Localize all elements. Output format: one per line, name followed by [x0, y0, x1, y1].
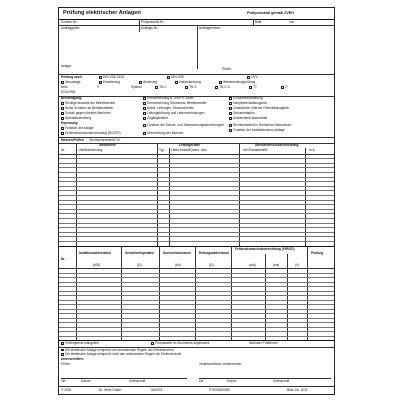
table-row[interactable] [59, 286, 334, 287]
trial-label: Erprobung: [61, 121, 79, 125]
t2-unit: (V) [295, 263, 300, 267]
inspector-label: Prüfer: [222, 67, 232, 71]
table-row[interactable] [59, 232, 334, 233]
form-number: PTS03000069 [209, 388, 230, 392]
checkbox[interactable] [215, 86, 218, 89]
t2-col-rcd: Fehlerstromschutzeinrichtung (FI/RCD) [235, 247, 295, 251]
table-row[interactable] [59, 167, 334, 168]
trial-item[interactable]: Funktion der Installationsbus-Anlage [229, 129, 285, 132]
table-row[interactable] [59, 200, 334, 201]
network-option[interactable]: TN-S [185, 86, 197, 89]
trial-item[interactable]: Funktion der Schutz- und Überwachungseinrichtungen [143, 124, 224, 127]
t2-col-loop: Schleifenimpedanz [125, 251, 154, 255]
place-label: Ort [61, 379, 66, 383]
client-label: Auftraggeber: [61, 25, 81, 30]
t2-col-earthing: Erdungswiderstand [199, 251, 229, 255]
voltage-unit: V [97, 85, 100, 89]
table-row[interactable] [59, 336, 334, 337]
responsible-sign-label: Verantwortlicher Unternehmer [199, 362, 242, 366]
network-label: Netz: [61, 85, 69, 89]
inspection-form [58, 7, 335, 395]
checkbox[interactable] [99, 76, 102, 79]
date-label: Datum [227, 379, 237, 383]
checkbox[interactable] [167, 76, 170, 79]
table-row[interactable] [59, 158, 334, 159]
table-row[interactable] [59, 163, 334, 164]
checkbox[interactable] [175, 81, 178, 84]
network-option[interactable]: TN-C-S [215, 86, 230, 89]
checkbox[interactable] [185, 86, 188, 89]
checkbox[interactable] [139, 81, 142, 84]
col-current: In A [309, 148, 315, 152]
form-title: Prüfung elektrischer Anlagen [63, 10, 141, 16]
table-row[interactable] [59, 291, 334, 292]
system-label-2: System [131, 85, 142, 89]
table-row[interactable] [59, 186, 334, 187]
t2-col-insulation: Isolationswiderstand [79, 251, 111, 255]
trial-item[interactable]: Rechtsdrehfeld in Drehstrom-Steckdosen [229, 124, 291, 127]
sheet-label: Blatt [255, 19, 262, 24]
t2-unit: (MΩ) [93, 263, 101, 267]
t2-unit: (Ω) [137, 263, 142, 267]
customer-no-label: Kunden-Nr.: [61, 19, 79, 24]
inspection-item[interactable]: Brandabschottung [61, 117, 91, 120]
measure-sublabel: Stromkreisverteiler Nr. [89, 137, 121, 142]
kind-option[interactable]: Neuanlage [61, 81, 81, 84]
inspection-item[interactable]: Kabel, Leitungen, Stromschienen [143, 107, 194, 110]
col-header-circuit: Stromkreis [99, 143, 116, 147]
table-row[interactable] [59, 273, 334, 274]
result-ok-option[interactable]: Prüfergebnis mängelfrei [61, 342, 99, 345]
col-type: Typ [159, 148, 165, 152]
col-target: Zielbezeichnung [79, 148, 103, 152]
table-row[interactable] [59, 204, 334, 205]
inspection-item[interactable]: Zugänglichkeit [143, 117, 168, 120]
standard-option[interactable]: DIN VDE 0105 [99, 76, 124, 79]
statement-ok[interactable]: Die elektrische Anlage entspricht den anerkannten Regeln der Elektrotechnik. [61, 349, 174, 352]
kind-option[interactable]: Erweiterung [99, 81, 120, 84]
inspection-item[interactable]: Kennzeichnung Stromkreis, Betriebsmittel [143, 102, 206, 105]
t2-unit: (Ω) [209, 263, 214, 267]
t2-col-nr: Nr. [61, 257, 66, 261]
table-row[interactable] [59, 213, 334, 214]
place-label: Ort [199, 379, 204, 383]
network-option[interactable]: TT [249, 86, 257, 89]
checkbox[interactable] [219, 81, 222, 84]
system-label: Anlage: [61, 64, 72, 68]
table-row[interactable] [59, 318, 334, 319]
table-row[interactable] [59, 313, 334, 314]
t2-unit: (mA) [249, 263, 256, 267]
t2-col-test: Prüfung [311, 251, 324, 255]
contractor-label: Auftragnehmer: [199, 25, 221, 30]
table-row[interactable] [59, 304, 334, 305]
copyright: © 2002 [61, 388, 72, 392]
table1-rows [59, 154, 334, 246]
order-no-label: Auftrags-Nr.: [141, 25, 159, 30]
col-header-cable: Leitung/Kabel [179, 143, 201, 147]
signatures-label: Unterschriften: [61, 357, 84, 361]
col-conductors: Leiter Anzahl/Quers. mm² [171, 148, 208, 152]
table-row[interactable] [59, 309, 334, 310]
t2-col-shortcircuit: Kurzschlussstrom [163, 251, 191, 255]
publisher: Dr. Wirth GmbH [99, 388, 122, 392]
kind-option[interactable]: Instandsetzung [175, 81, 201, 84]
inspection-item[interactable]: Kennzeichnung N- und PE-Leiter [143, 97, 194, 100]
col-header-overcurrent: Überstromschutzeinrichtung [255, 143, 299, 147]
date-label: Datum [81, 379, 91, 383]
table-row[interactable] [59, 177, 334, 178]
t2-unit: (kA) [175, 263, 181, 267]
network-option[interactable]: IT [281, 86, 288, 89]
table-row[interactable] [59, 195, 334, 196]
inspection-label: Besichtigung: [61, 96, 83, 100]
inspection-item[interactable]: Richtige Auswahl der Betriebsmittel [61, 102, 115, 105]
t2-unit: (ms) [273, 263, 280, 267]
checkbox[interactable] [249, 86, 252, 89]
next-check-label: Nächster Prüftermin: [249, 341, 279, 345]
trial-item[interactable]: Drehrichtung der Motoren [143, 132, 183, 135]
kind-option[interactable]: Wiederholungsprüfung [219, 81, 255, 84]
col-characteristic: Art/Charakteristik [243, 148, 268, 152]
network-option[interactable]: TN-C [155, 86, 167, 89]
table-row[interactable] [59, 181, 334, 182]
inspection-item[interactable]: Hauptpotentialausgleich [229, 102, 267, 105]
inspection-item[interactable]: Leitungsführung und Leiterverbindungen [143, 112, 204, 115]
table-row[interactable] [59, 327, 334, 328]
table-row[interactable] [59, 172, 334, 173]
table-row[interactable] [59, 236, 334, 237]
inspection-item[interactable]: Dokumentation [229, 112, 255, 115]
signature-label: Unterschrift [129, 379, 146, 383]
table-row[interactable] [59, 190, 334, 191]
standard-option[interactable]: DIN VDE [167, 76, 184, 79]
sticker-option[interactable]: Prüfplakette im Stromkreis angebracht [151, 342, 209, 345]
table-row[interactable] [59, 277, 334, 278]
table-row[interactable] [59, 209, 334, 210]
checkbox[interactable] [247, 76, 250, 79]
form-subtitle: Prüfprotokoll gemäß ZVEH [247, 11, 294, 15]
inspection-item[interactable]: Zusätzlicher örtlicher Potentialausgleich [229, 107, 289, 110]
table-row[interactable] [59, 300, 334, 301]
trial-item[interactable]: Funktion der Anlage [61, 127, 93, 130]
checkbox[interactable] [155, 86, 158, 89]
table-row[interactable] [59, 282, 334, 283]
checkbox[interactable] [61, 81, 64, 84]
inspector-sign-label: Prüfer: [61, 362, 71, 366]
checkbox[interactable] [99, 81, 102, 84]
col-nr: Nr. [61, 148, 66, 152]
inspection-item[interactable]: Schutz gegen direktes Berühren [61, 112, 111, 115]
checkbox[interactable] [281, 86, 284, 89]
trial-item[interactable]: Fehlerstromschutzeinrichtung (RCD/FI) [61, 132, 121, 135]
test-according-label: Prüfung nach: [61, 75, 83, 79]
sheet-of-label: von [289, 19, 295, 24]
table-row[interactable] [59, 227, 334, 228]
standard-option[interactable]: UVV [247, 76, 258, 79]
table-row[interactable] [59, 223, 334, 224]
statement-not-ok[interactable]: Die elektrische Anlage entspricht nicht den anerkannten Regeln der Elektrotechnik. [61, 353, 182, 356]
signature-label: Unterschrift [273, 379, 290, 383]
table-row[interactable] [59, 331, 334, 332]
table-row[interactable] [59, 322, 334, 323]
table-row[interactable] [59, 295, 334, 296]
supplier-label: EGU/VNB [61, 90, 76, 94]
inspection-item[interactable]: Ausreichend Nachweise [229, 117, 267, 120]
edition: 06/2002 [151, 388, 163, 392]
kind-option[interactable]: Änderung [139, 81, 157, 84]
protocol-no-label: Prüfprotokoll-Nr.: [141, 19, 165, 24]
order-number: Best.-Nr. 1076 [287, 388, 308, 392]
table-row[interactable] [59, 241, 334, 242]
inspection-item[interactable]: Keine Schäden an Betriebsmitteln [61, 107, 113, 110]
inspection-item[interactable]: Schutzbeschilderung [229, 97, 263, 100]
table-row[interactable] [59, 218, 334, 219]
measure-label: Messen/Prüfen [61, 137, 84, 142]
table2-rows [59, 268, 334, 340]
